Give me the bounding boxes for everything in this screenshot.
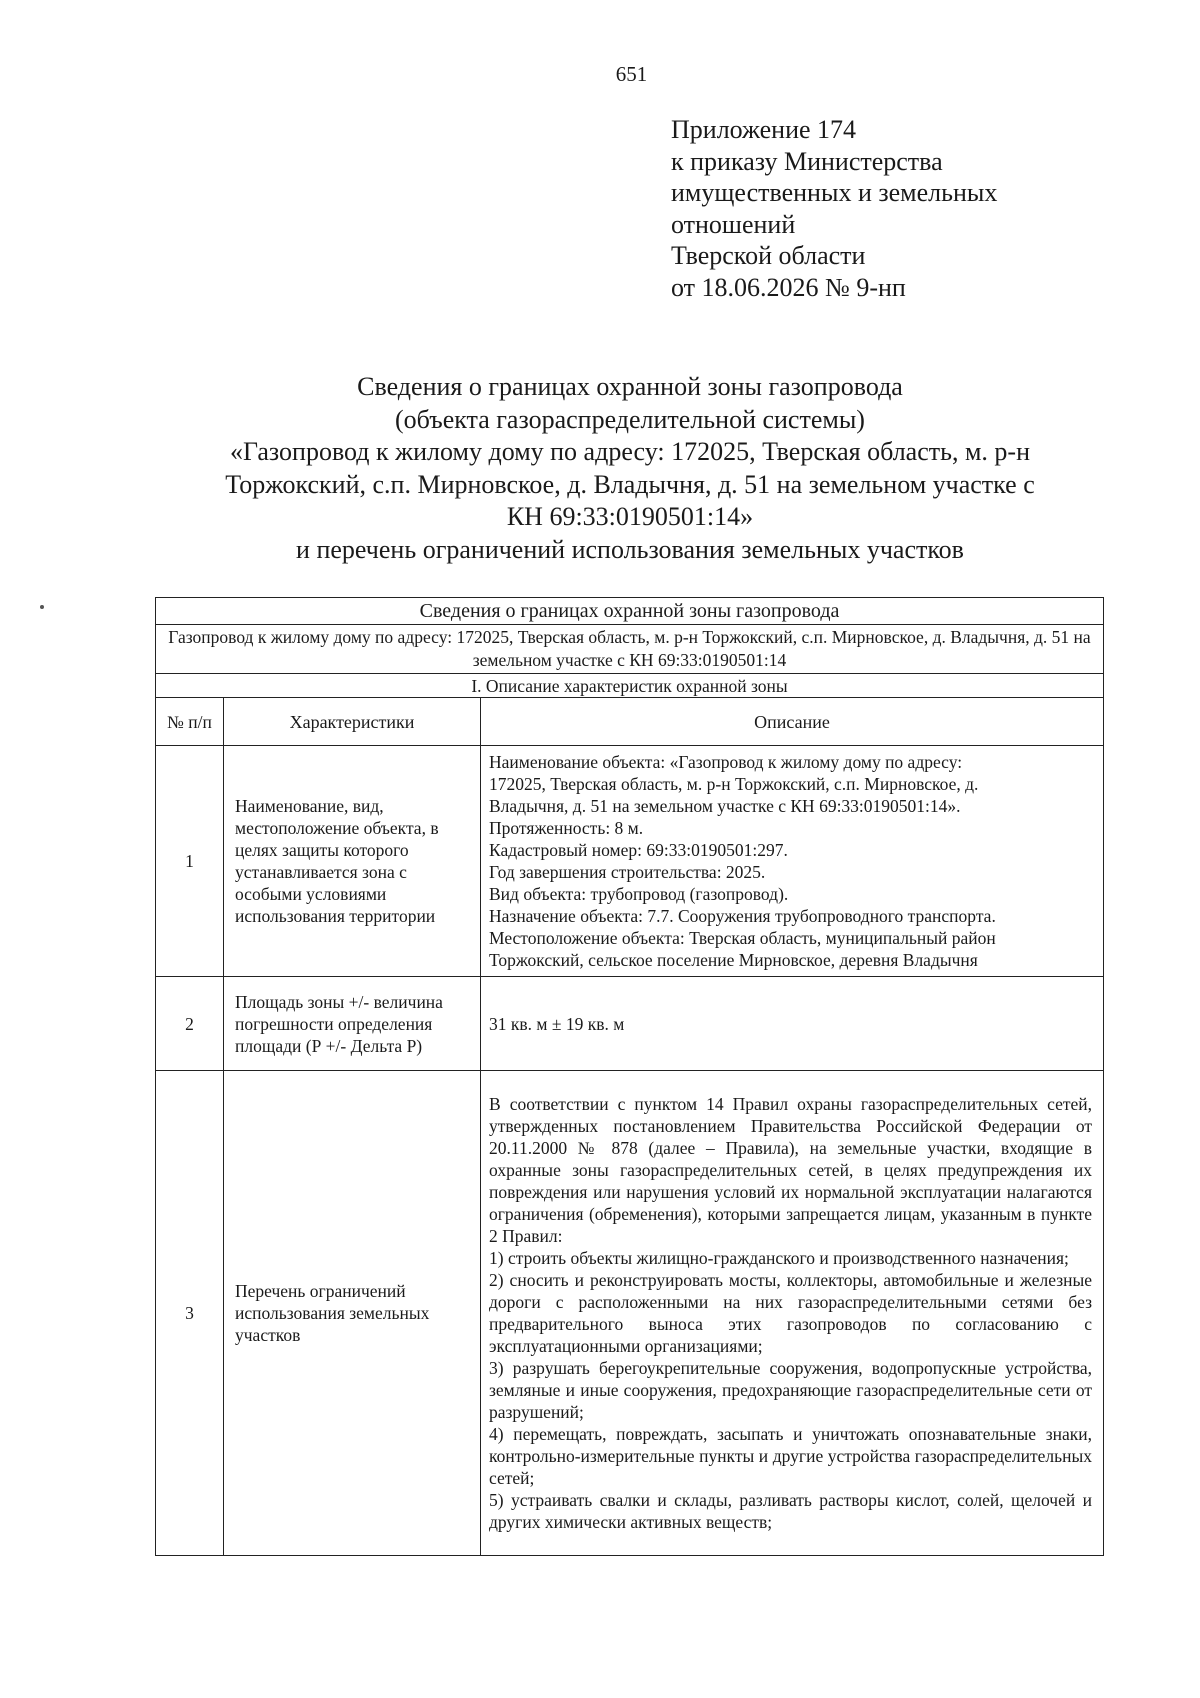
appendix-line: от 18.06.2026 № 9-нп <box>671 272 906 302</box>
row-number: 1 <box>156 746 224 977</box>
row-description <box>481 1071 1104 1556</box>
appendix-line: Приложение 174 <box>671 115 857 144</box>
title-line: (объекта газораспределительной системы) <box>395 404 865 434</box>
column-header-num: № п/п <box>156 698 224 746</box>
column-header-row <box>156 698 1104 746</box>
description-line: 172025, Тверская область, м. р-н Торжокский, с.п. Мирновское, д. <box>489 774 979 794</box>
row-description <box>481 746 1104 977</box>
table-header-row <box>156 598 1104 625</box>
title-line: и перечень ограничений использования земельных участков <box>296 534 964 564</box>
title-line: Торжокский, с.п. Мирновское, д. Владычня, д. 51 на земельном участке с <box>225 469 1035 499</box>
appendix-line: к приказу Министерства <box>671 146 943 176</box>
description-paragraph: 4) перемещать, повреждать, засыпать и уничтожать опознавательные знаки, контрольно-измерительные пункты и другие устройства газораспределительных сетей; <box>489 1424 1092 1488</box>
description-paragraph: 3) разрушать берегоукрепительные сооружения, водопропускные устройства, земляные и иные сооружения, предохраняющие газораспределительные сети от разрушений; <box>489 1358 1092 1422</box>
title-line: КН 69:33:0190501:14» <box>506 502 754 531</box>
section-row <box>156 674 1104 698</box>
scan-speck <box>40 605 44 609</box>
object-name-row <box>156 625 1104 674</box>
description-line: Наименование объекта: «Газопровод к жилому дому по адресу: <box>489 752 963 772</box>
description-line: Местоположение объекта: Тверская область, муниципальный район <box>489 928 996 948</box>
row-characteristic: Наименование, вид, местоположение объекта, в целях защиты которого устанавливается зона с особыми условиями использования территории <box>224 746 481 977</box>
column-header-characteristics: Характеристики <box>224 698 481 746</box>
description-line: Протяженность: 8 м. <box>489 818 644 838</box>
page-number: 651 <box>615 62 648 86</box>
appendix-line: отношений <box>671 209 796 239</box>
description-line: Владычня, д. 51 на земельном участке с КН 69:33:0190501:14». <box>489 796 961 816</box>
row-characteristic: Площадь зоны +/- величина погрешности определения площади (Р +/- Дельта Р) <box>224 977 481 1071</box>
table-row <box>156 1071 1104 1556</box>
row-number: 2 <box>156 977 224 1071</box>
description-line: Назначение объекта: 7.7. Сооружения трубопроводного транспорта. <box>489 906 996 926</box>
description-line: Кадастровый номер: 69:33:0190501:297. <box>489 840 788 860</box>
description-line: Вид объекта: трубопровод (газопровод). <box>489 884 789 904</box>
description-paragraph: В соответствии с пунктом 14 Правил охраны газораспределительных сетей, утвержденных постановлением Правительства Российской Федерации от 20.11.2000 № 878 (далее – Правила), на земельные участки, входящие в охранные зоны газораспределительных сетей, в целях предупреждения их повреждения или нарушения условий их нормальной эксплуатации налагаются ограничения (обременения), которыми запрещается лицам, указанным в пункте 2 Правил: <box>489 1094 1092 1246</box>
table-header: Сведения о границах охранной зоны газопровода <box>156 598 1104 625</box>
table-row <box>156 746 1104 977</box>
protection-zone-table <box>155 597 1104 1556</box>
description-paragraph: 5) устраивать свалки и склады, разливать растворы кислот, солей, щелочей и других химически активных веществ; <box>489 1490 1092 1532</box>
row-characteristic: Перечень ограничений использования земельных участков <box>224 1071 481 1556</box>
appendix-line: Тверской области <box>671 241 866 270</box>
description-line: 31 кв. м ± 19 кв. м <box>489 1013 625 1034</box>
title-line: Сведения о границах охранной зоны газопровода <box>357 372 903 401</box>
appendix-block <box>671 114 997 303</box>
section-title: I. Описание характеристик охранной зоны <box>156 674 1104 698</box>
title-line: «Газопровод к жилому дому по адресу: 172025, Тверская область, м. р-н <box>229 437 1031 466</box>
description-paragraph: 1) строить объекты жилищно-гражданского и производственного назначения; <box>489 1248 1069 1268</box>
description-line: Торжокский, сельское поселение Мирновское, деревня Владычня <box>489 950 978 970</box>
column-header-description: Описание <box>481 698 1104 746</box>
row-description <box>481 977 1104 1071</box>
document-title <box>150 371 1110 566</box>
description-paragraph: 2) сносить и реконструировать мосты, коллекторы, автомобильные и железные дороги с расположенными на них газораспределительными сетями без предварительного выноса этих газопроводов по согласованию с эксплуатационными организациями; <box>489 1270 1092 1356</box>
description-line: Год завершения строительства: 2025. <box>489 862 766 882</box>
object-name-cell: Газопровод к жилому дому по адресу: 172025, Тверская область, м. р-н Торжокский, с.п. Мирновское, д. Владычня, д. 51 на земельном участке с КН 69:33:0190501:14 <box>156 625 1104 674</box>
appendix-line: имущественных и земельных <box>671 178 998 207</box>
table-row <box>156 977 1104 1071</box>
row-number: 3 <box>156 1071 224 1556</box>
